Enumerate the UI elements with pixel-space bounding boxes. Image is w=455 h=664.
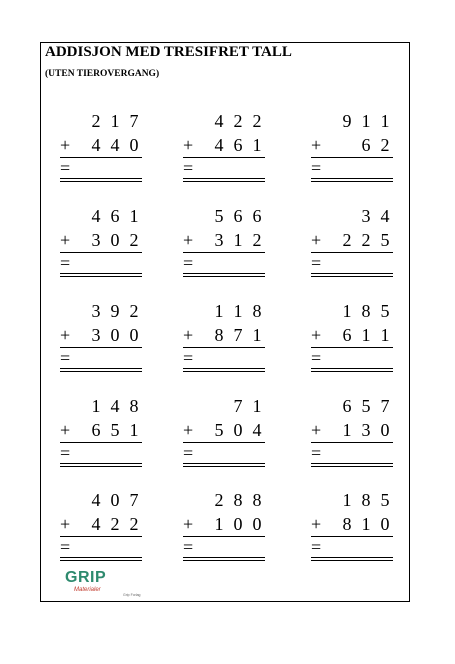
digit: 1 bbox=[252, 135, 262, 155]
addend-bottom bbox=[183, 134, 265, 156]
plus-sign: + bbox=[183, 230, 194, 250]
equals-sign: = bbox=[311, 253, 322, 273]
plus-sign: + bbox=[60, 135, 71, 155]
plus-sign: + bbox=[311, 230, 322, 250]
double-rule bbox=[311, 276, 393, 277]
equals-sign: = bbox=[60, 348, 71, 368]
digit: 2 bbox=[380, 135, 390, 155]
digit: 9 bbox=[110, 301, 120, 321]
equals-sign: = bbox=[311, 348, 322, 368]
digit: 7 bbox=[233, 396, 243, 416]
plus-sign: + bbox=[183, 135, 194, 155]
digit: 1 bbox=[342, 301, 352, 321]
answer-row[interactable] bbox=[183, 252, 265, 274]
answer-row[interactable] bbox=[60, 347, 142, 369]
digit: 0 bbox=[380, 514, 390, 534]
digit: 5 bbox=[380, 490, 390, 510]
plus-sign: + bbox=[311, 420, 322, 440]
double-rule bbox=[311, 557, 393, 558]
answer-row[interactable] bbox=[311, 536, 393, 558]
equals-sign: = bbox=[60, 537, 71, 557]
digit: 1 bbox=[91, 396, 101, 416]
equals-sign: = bbox=[183, 348, 194, 368]
digit: 2 bbox=[129, 514, 139, 534]
answer-row[interactable] bbox=[183, 157, 265, 179]
answer-row[interactable] bbox=[311, 347, 393, 369]
logo-tagline: Grip Forlag bbox=[123, 593, 141, 597]
addend-bottom bbox=[311, 324, 393, 346]
addition-problem bbox=[183, 300, 265, 380]
addend-bottom bbox=[60, 134, 142, 156]
digit: 0 bbox=[110, 230, 120, 250]
digit: 1 bbox=[342, 490, 352, 510]
digit: 6 bbox=[361, 135, 371, 155]
addend-top bbox=[311, 395, 393, 417]
digit: 0 bbox=[129, 135, 139, 155]
logo-word: GRIP bbox=[65, 569, 107, 586]
digit: 2 bbox=[91, 111, 101, 131]
digit: 1 bbox=[129, 206, 139, 226]
plus-sign: + bbox=[183, 325, 194, 345]
addition-problem bbox=[183, 489, 265, 569]
equals-sign: = bbox=[311, 537, 322, 557]
digit: 0 bbox=[233, 420, 243, 440]
addition-problem bbox=[60, 395, 142, 475]
answer-row[interactable] bbox=[60, 442, 142, 464]
digit: 5 bbox=[380, 301, 390, 321]
addition-problem bbox=[311, 395, 393, 475]
double-rule bbox=[311, 178, 393, 179]
double-rule bbox=[60, 466, 142, 467]
addend-bottom bbox=[183, 229, 265, 251]
worksheet-subtitle: (UTEN TIEROVERGANG) bbox=[45, 69, 160, 79]
plus-sign: + bbox=[311, 135, 322, 155]
answer-row[interactable] bbox=[60, 536, 142, 558]
digit: 4 bbox=[214, 111, 224, 131]
digit: 1 bbox=[252, 325, 262, 345]
plus-sign: + bbox=[183, 514, 194, 534]
equals-sign: = bbox=[311, 443, 322, 463]
digit: 2 bbox=[129, 301, 139, 321]
worksheet-title: ADDISJON MED TRESIFRET TALL bbox=[45, 44, 292, 60]
digit: 7 bbox=[129, 111, 139, 131]
digit: 4 bbox=[110, 135, 120, 155]
digit: 6 bbox=[342, 325, 352, 345]
double-rule bbox=[311, 181, 393, 182]
answer-row[interactable] bbox=[60, 252, 142, 274]
equals-sign: = bbox=[183, 253, 194, 273]
equals-sign: = bbox=[183, 537, 194, 557]
addend-bottom bbox=[311, 229, 393, 251]
answer-row[interactable] bbox=[183, 347, 265, 369]
double-rule bbox=[311, 463, 393, 464]
digit: 3 bbox=[91, 301, 101, 321]
equals-sign: = bbox=[183, 443, 194, 463]
digit: 3 bbox=[361, 206, 371, 226]
digit: 0 bbox=[110, 325, 120, 345]
digit: 1 bbox=[214, 301, 224, 321]
addition-problem bbox=[60, 489, 142, 569]
addend-top bbox=[60, 110, 142, 132]
digit: 7 bbox=[380, 396, 390, 416]
digit: 5 bbox=[361, 396, 371, 416]
addend-top bbox=[311, 110, 393, 132]
plus-sign: + bbox=[311, 325, 322, 345]
double-rule bbox=[60, 368, 142, 369]
double-rule bbox=[183, 181, 265, 182]
plus-sign: + bbox=[60, 325, 71, 345]
double-rule bbox=[60, 273, 142, 274]
digit: 2 bbox=[342, 230, 352, 250]
addend-bottom bbox=[183, 419, 265, 441]
digit: 2 bbox=[361, 230, 371, 250]
equals-sign: = bbox=[60, 253, 71, 273]
equals-sign: = bbox=[60, 443, 71, 463]
double-rule bbox=[60, 557, 142, 558]
answer-row[interactable] bbox=[311, 157, 393, 179]
digit: 4 bbox=[214, 135, 224, 155]
answer-row[interactable] bbox=[183, 442, 265, 464]
addend-top bbox=[60, 489, 142, 511]
double-rule bbox=[60, 178, 142, 179]
addend-top bbox=[183, 395, 265, 417]
digit: 2 bbox=[214, 490, 224, 510]
digit: 6 bbox=[91, 420, 101, 440]
double-rule bbox=[311, 368, 393, 369]
digit: 3 bbox=[361, 420, 371, 440]
addition-problem bbox=[183, 110, 265, 190]
plus-sign: + bbox=[60, 420, 71, 440]
digit: 6 bbox=[252, 206, 262, 226]
answer-row[interactable] bbox=[311, 442, 393, 464]
answer-row[interactable] bbox=[183, 536, 265, 558]
digit: 8 bbox=[342, 514, 352, 534]
double-rule bbox=[311, 371, 393, 372]
double-rule bbox=[183, 368, 265, 369]
worksheet-page bbox=[40, 42, 410, 602]
digit: 1 bbox=[361, 514, 371, 534]
grip-logo bbox=[65, 569, 125, 599]
addition-problem bbox=[60, 300, 142, 380]
digit: 2 bbox=[129, 230, 139, 250]
digit: 0 bbox=[233, 514, 243, 534]
digit: 1 bbox=[233, 230, 243, 250]
digit: 0 bbox=[252, 514, 262, 534]
double-rule bbox=[60, 276, 142, 277]
plus-sign: + bbox=[60, 230, 71, 250]
digit: 8 bbox=[214, 325, 224, 345]
digit: 3 bbox=[214, 230, 224, 250]
digit: 8 bbox=[252, 490, 262, 510]
addition-problem bbox=[60, 205, 142, 285]
answer-row[interactable] bbox=[60, 157, 142, 179]
digit: 8 bbox=[361, 301, 371, 321]
addend-top bbox=[60, 300, 142, 322]
addend-bottom bbox=[60, 513, 142, 535]
digit: 5 bbox=[214, 206, 224, 226]
double-rule bbox=[183, 560, 265, 561]
logo-subtitle: Materialer bbox=[74, 587, 101, 593]
addition-problem bbox=[183, 395, 265, 475]
digit: 1 bbox=[380, 325, 390, 345]
digit: 1 bbox=[233, 301, 243, 321]
double-rule bbox=[311, 560, 393, 561]
double-rule bbox=[183, 276, 265, 277]
digit: 8 bbox=[361, 490, 371, 510]
addend-bottom bbox=[60, 419, 142, 441]
digit: 0 bbox=[129, 325, 139, 345]
digit: 5 bbox=[380, 230, 390, 250]
addition-problem bbox=[311, 300, 393, 380]
digit: 4 bbox=[91, 206, 101, 226]
double-rule bbox=[183, 557, 265, 558]
digit: 1 bbox=[110, 111, 120, 131]
equals-sign: = bbox=[183, 158, 194, 178]
double-rule bbox=[183, 463, 265, 464]
digit: 1 bbox=[252, 396, 262, 416]
addend-bottom bbox=[60, 229, 142, 251]
digit: 2 bbox=[252, 230, 262, 250]
addend-top bbox=[183, 300, 265, 322]
digit: 4 bbox=[252, 420, 262, 440]
equals-sign: = bbox=[311, 158, 322, 178]
digit: 7 bbox=[129, 490, 139, 510]
addend-bottom bbox=[60, 324, 142, 346]
double-rule bbox=[60, 560, 142, 561]
addend-top bbox=[183, 205, 265, 227]
addend-top bbox=[311, 205, 393, 227]
plus-sign: + bbox=[183, 420, 194, 440]
digit: 5 bbox=[110, 420, 120, 440]
answer-row[interactable] bbox=[311, 252, 393, 274]
digit: 6 bbox=[110, 206, 120, 226]
digit: 0 bbox=[110, 490, 120, 510]
digit: 2 bbox=[252, 111, 262, 131]
addend-top bbox=[183, 489, 265, 511]
digit: 3 bbox=[91, 230, 101, 250]
digit: 1 bbox=[129, 420, 139, 440]
digit: 1 bbox=[361, 111, 371, 131]
digit: 4 bbox=[91, 490, 101, 510]
double-rule bbox=[183, 178, 265, 179]
double-rule bbox=[311, 466, 393, 467]
addend-top bbox=[311, 300, 393, 322]
double-rule bbox=[60, 181, 142, 182]
addend-bottom bbox=[183, 513, 265, 535]
addend-bottom bbox=[311, 134, 393, 156]
digit: 1 bbox=[214, 514, 224, 534]
digit: 1 bbox=[342, 420, 352, 440]
digit: 8 bbox=[252, 301, 262, 321]
addend-top bbox=[183, 110, 265, 132]
addend-bottom bbox=[183, 324, 265, 346]
digit: 0 bbox=[380, 420, 390, 440]
digit: 9 bbox=[342, 111, 352, 131]
equals-sign: = bbox=[60, 158, 71, 178]
digit: 5 bbox=[214, 420, 224, 440]
digit: 4 bbox=[91, 514, 101, 534]
addition-problem bbox=[60, 110, 142, 190]
digit: 6 bbox=[233, 135, 243, 155]
digit: 4 bbox=[110, 396, 120, 416]
digit: 8 bbox=[129, 396, 139, 416]
double-rule bbox=[60, 371, 142, 372]
addend-bottom bbox=[311, 419, 393, 441]
addend-top bbox=[311, 489, 393, 511]
addition-problem bbox=[311, 205, 393, 285]
double-rule bbox=[60, 463, 142, 464]
double-rule bbox=[183, 466, 265, 467]
digit: 4 bbox=[380, 206, 390, 226]
addition-problem bbox=[311, 489, 393, 569]
addend-bottom bbox=[311, 513, 393, 535]
digit: 1 bbox=[380, 111, 390, 131]
double-rule bbox=[183, 273, 265, 274]
digit: 8 bbox=[233, 490, 243, 510]
digit: 2 bbox=[110, 514, 120, 534]
digit: 7 bbox=[233, 325, 243, 345]
addition-problem bbox=[183, 205, 265, 285]
plus-sign: + bbox=[311, 514, 322, 534]
addend-top bbox=[60, 395, 142, 417]
double-rule bbox=[311, 273, 393, 274]
plus-sign: + bbox=[60, 514, 71, 534]
digit: 4 bbox=[91, 135, 101, 155]
digit: 1 bbox=[361, 325, 371, 345]
addition-problem bbox=[311, 110, 393, 190]
double-rule bbox=[183, 371, 265, 372]
digit: 6 bbox=[342, 396, 352, 416]
digit: 3 bbox=[91, 325, 101, 345]
digit: 6 bbox=[233, 206, 243, 226]
digit: 2 bbox=[233, 111, 243, 131]
addend-top bbox=[60, 205, 142, 227]
